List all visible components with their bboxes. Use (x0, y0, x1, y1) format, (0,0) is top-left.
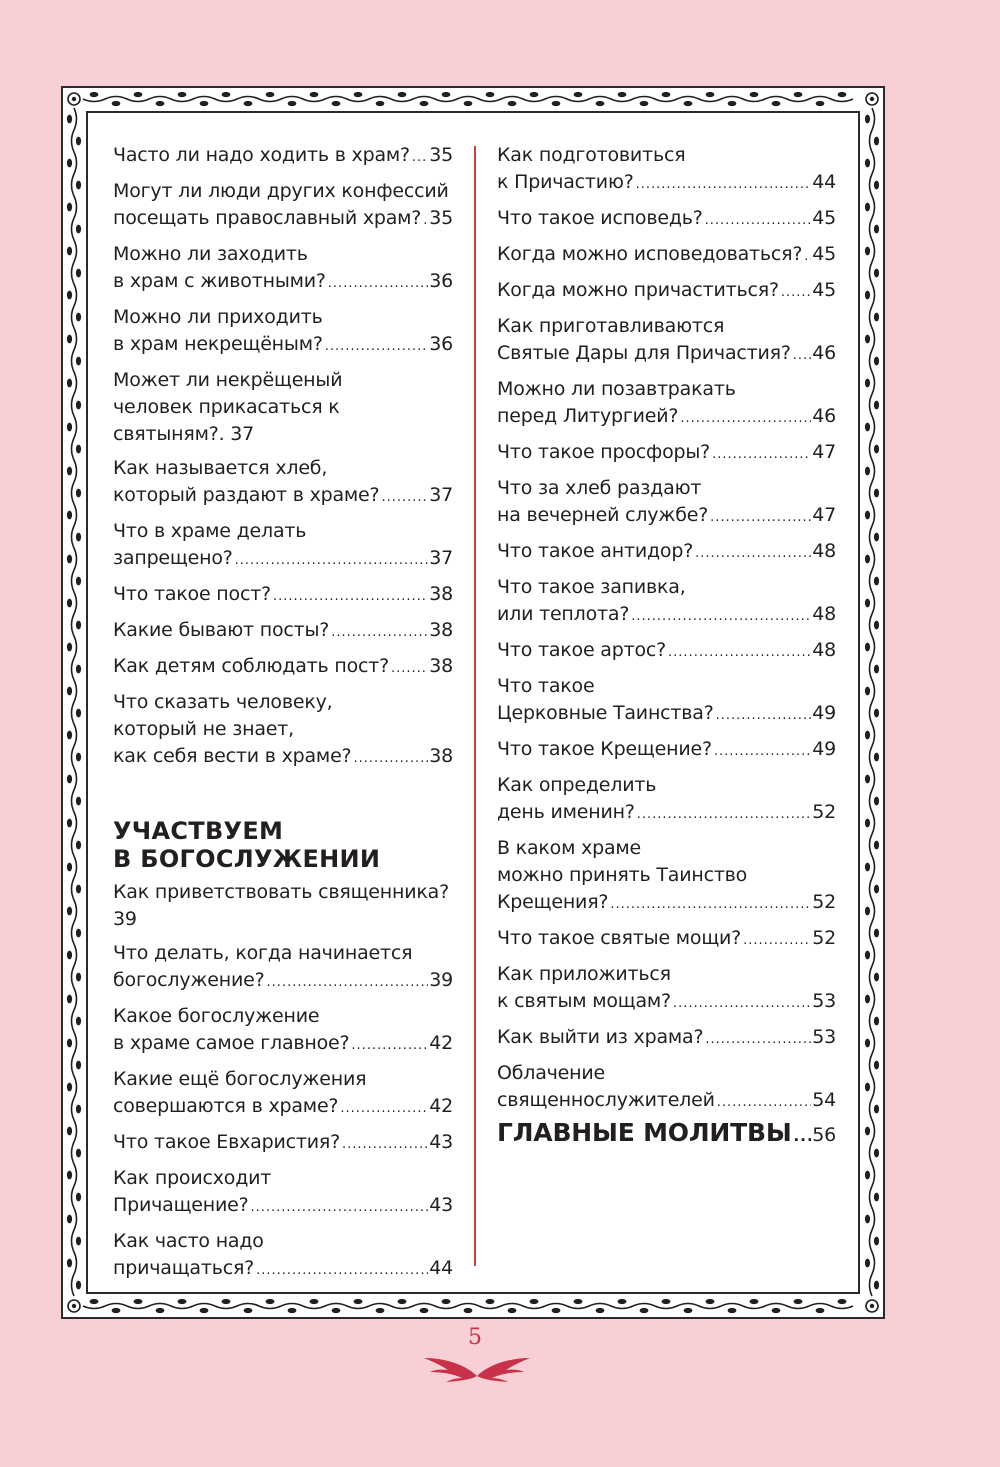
toc-entry-text: ГЛАВНЫЕ МОЛИТВЫ (497, 1118, 792, 1147)
toc-entry-text: Как происходит (113, 1167, 272, 1189)
dot-leader (712, 441, 811, 468)
toc-entry-text: Что делать, когда начинается (113, 942, 413, 964)
toc-entry-text: Можно ли заходить (113, 243, 308, 265)
toc-entry-text: Что такое святые мощи? (497, 927, 742, 949)
dot-leader (256, 1257, 428, 1284)
toc-entry[interactable] (113, 653, 453, 682)
dot-leader (340, 1095, 428, 1122)
toc-entry[interactable] (113, 455, 453, 511)
toc-entry-text: священнослужителей (497, 1089, 715, 1111)
toc-entry[interactable] (113, 241, 453, 297)
toc-entry-text: Как определить (497, 774, 657, 796)
toc-entry[interactable] (113, 178, 453, 234)
dot-leader (353, 745, 428, 772)
toc-entry[interactable] (113, 1129, 453, 1158)
toc-entry-text: Может ли некрёщеный (113, 369, 343, 391)
toc-entry[interactable] (497, 925, 836, 954)
toc-entry-text: Какие ещё богослужения (113, 1068, 367, 1090)
toc-entry[interactable] (497, 277, 836, 306)
toc-page-number: 53 (812, 1026, 836, 1048)
toc-entry-text: Какое богослужение (113, 1005, 320, 1027)
dot-leader (381, 484, 428, 511)
toc-entry[interactable] (497, 142, 836, 198)
toc-page-number: 48 (812, 540, 836, 562)
dot-leader (235, 547, 429, 574)
toc-page-number: 52 (812, 801, 836, 823)
toc-page-number: 37 (429, 484, 453, 506)
toc-entry[interactable] (113, 367, 453, 448)
toc-entry[interactable] (113, 689, 453, 772)
toc-page-number: 37 (429, 547, 453, 569)
dot-leader (804, 243, 811, 270)
toc-page-number: 46 (812, 405, 836, 427)
toc-entry-text: Что в храме делать (113, 520, 307, 542)
toc-page-number: 42 (429, 1032, 453, 1054)
toc-entry-text: Как приготавливаются (497, 315, 725, 337)
dot-leader (716, 702, 812, 729)
toc-entry-text: Часто ли надо ходить в храм? (113, 144, 410, 166)
toc-left-column (113, 142, 453, 1291)
dot-leader (412, 144, 428, 171)
toc-entry-text: Церковные Таинства? (497, 702, 714, 724)
toc-entry-text: Какие бывают посты? (113, 619, 330, 641)
dot-leader (668, 639, 811, 666)
dot-leader (705, 1026, 811, 1053)
section-title-line-2: В БОГОСЛУЖЕНИИ (113, 845, 381, 873)
toc-entry-main-prayers[interactable] (497, 1119, 836, 1150)
toc-entry-text: который раздают в храме? (113, 484, 380, 506)
toc-entry-text: Как подготовиться (497, 144, 686, 166)
toc-entry[interactable] (113, 581, 453, 610)
toc-page-number: 38 (429, 619, 453, 641)
toc-entry-text: Когда можно причаститься? (497, 279, 779, 301)
toc-page-number: 48 (812, 603, 836, 625)
toc-page-number: 52 (812, 927, 836, 949)
toc-entry-text: к Причастию? (497, 171, 634, 193)
toc-entry[interactable] (497, 205, 836, 234)
toc-entry-text: на вечерней службе? (497, 504, 709, 526)
toc-page-number: 42 (429, 1095, 453, 1117)
toc-entry-text: человек прикасаться к святыням?. 37 (113, 396, 340, 445)
toc-entry[interactable] (497, 241, 836, 270)
toc-entry[interactable] (113, 1228, 453, 1284)
toc-page-number: 48 (812, 639, 836, 661)
toc-entry-text: посещать православный храм? (113, 207, 422, 229)
toc-entry-text: Как приветствовать священника? 39 (113, 881, 449, 930)
toc-page-number: 53 (812, 990, 836, 1012)
toc-entry-text: Причащение? (113, 1194, 249, 1216)
toc-entry-text: день именин? (497, 801, 635, 823)
toc-entry-text: совершаются в храме? (113, 1095, 339, 1117)
dot-leader (680, 405, 811, 432)
toc-page-number: 44 (812, 171, 836, 193)
dot-leader (351, 1032, 428, 1059)
toc-entry-text: Что такое запивка, (497, 576, 686, 598)
toc-entry-text: Когда можно исповедоваться? (497, 243, 803, 265)
toc-page-number: 39 (429, 969, 453, 991)
toc-page-number: 38 (429, 745, 453, 767)
dot-leader (781, 279, 811, 306)
page-number: 5 (468, 1325, 482, 1350)
toc-entry-text: причащаться? (113, 1257, 255, 1279)
toc-entry[interactable] (113, 1066, 453, 1122)
dot-leader (267, 969, 429, 996)
toc-entry[interactable] (113, 1165, 453, 1221)
toc-entry[interactable] (113, 940, 453, 996)
toc-entry[interactable] (497, 772, 836, 828)
toc-right-column (497, 142, 836, 1157)
toc-entry-text: Можно ли позавтракать (497, 378, 736, 400)
toc-entry-text: который не знает, (113, 718, 294, 740)
toc-entry-text: Что сказать человеку, (113, 691, 333, 713)
toc-entry[interactable] (497, 637, 836, 666)
dot-leader (705, 207, 812, 234)
toc-page-number: 35 (429, 144, 453, 166)
toc-entry-text: запрещено? (113, 547, 233, 569)
dot-leader (710, 504, 811, 531)
toc-page-number: 54 (812, 1089, 836, 1111)
toc-page-number: 38 (429, 583, 453, 605)
toc-section-entries (113, 879, 453, 1284)
toc-entry-text: В каком храме (497, 837, 642, 859)
dot-leader (695, 540, 811, 567)
toc-entry[interactable] (497, 538, 836, 567)
dot-leader (743, 927, 811, 954)
toc-entry-text: Что такое просфоры? (497, 441, 711, 463)
toc-entry[interactable] (113, 1003, 453, 1059)
dot-leader (637, 801, 811, 828)
dot-leader (273, 583, 428, 610)
toc-entry[interactable] (113, 304, 453, 360)
toc-entry-text: Что такое (497, 675, 595, 697)
toc-entry-text: Как называется хлеб, (113, 457, 328, 479)
toc-entry[interactable] (497, 736, 836, 765)
dot-leader (423, 207, 428, 234)
dot-leader (342, 1131, 428, 1158)
toc-page-number: 56 (812, 1124, 836, 1146)
toc-entry[interactable] (497, 961, 836, 1017)
toc-entry-text: Как часто надо (113, 1230, 264, 1252)
toc-page-number: 45 (812, 207, 836, 229)
toc-entry[interactable] (497, 574, 836, 630)
toc-entry[interactable] (497, 835, 836, 918)
toc-page-number: 36 (429, 333, 453, 355)
toc-entry[interactable] (497, 376, 836, 432)
toc-entry[interactable] (113, 617, 453, 646)
toc-entry-text: в храме самое главное? (113, 1032, 350, 1054)
toc-entry-text: Что такое Евхаристия? (113, 1131, 340, 1153)
dot-leader (793, 342, 811, 369)
toc-entry-text: Что такое пост? (113, 583, 271, 605)
toc-page-number: 43 (429, 1194, 453, 1216)
toc-entry-text: как себя вести в храме? (113, 745, 352, 767)
column-divider (474, 146, 476, 1266)
toc-entry-text: Облачение (497, 1062, 606, 1084)
toc-entry-text: Крещения? (497, 891, 609, 913)
toc-entry-text: Что такое Крещение? (497, 738, 712, 760)
toc-entry-text: Святые Дары для Причастия? (497, 342, 791, 364)
toc-entry-text: можно принять Таинство (497, 864, 748, 886)
angel-wings-icon (422, 1346, 532, 1382)
toc-entry-text: Могут ли люди других конфессий (113, 180, 449, 202)
toc-entry-text: богослужение? (113, 969, 265, 991)
toc-page-number: 52 (812, 891, 836, 913)
toc-entry-text: Что такое артос? (497, 639, 667, 661)
dot-leader (251, 1194, 429, 1221)
toc-page-number: 36 (429, 270, 453, 292)
toc-page-number: 43 (429, 1131, 453, 1153)
toc-entry-text: Что за хлеб раздают (497, 477, 702, 499)
dot-leader (331, 619, 428, 646)
toc-page-number: 49 (812, 702, 836, 724)
toc-right-entries (497, 142, 836, 1116)
toc-page-number: 44 (429, 1257, 453, 1279)
toc-entry[interactable] (497, 1024, 836, 1053)
dot-leader (391, 655, 428, 682)
dot-leader (631, 603, 811, 630)
toc-entry[interactable] (497, 673, 836, 729)
toc-page-number: 35 (429, 207, 453, 229)
toc-entry[interactable] (113, 518, 453, 574)
toc-entry-text: Что такое антидор? (497, 540, 694, 562)
toc-entry-text: Что такое исповедь? (497, 207, 703, 229)
toc-entry-text: Как выйти из храма? (497, 1026, 704, 1048)
toc-entry-text: Можно ли приходить (113, 306, 323, 328)
toc-entry-text: в храм некрещёным? (113, 333, 323, 355)
toc-page-number: 45 (812, 243, 836, 265)
toc-entry-text: перед Литургией? (497, 405, 679, 427)
dot-leader (794, 1123, 812, 1150)
dot-leader (610, 891, 811, 918)
toc-page-number: 47 (812, 504, 836, 526)
toc-page-number: 46 (812, 342, 836, 364)
toc-entry[interactable] (497, 439, 836, 468)
toc-left-entries (113, 142, 453, 772)
dot-leader (636, 171, 812, 198)
toc-entry-text: к святым мощам? (497, 990, 671, 1012)
toc-entry-text: Как приложиться (497, 963, 671, 985)
dot-leader (673, 990, 811, 1017)
toc-page-number: 45 (812, 279, 836, 301)
toc-page-number: 49 (812, 738, 836, 760)
toc-entry-text: или теплота? (497, 603, 630, 625)
dot-leader (328, 270, 428, 297)
toc-entry[interactable] (497, 475, 836, 531)
section-title (113, 817, 453, 873)
toc-entry[interactable] (113, 142, 453, 171)
toc-page-number: 38 (429, 655, 453, 677)
toc-entry[interactable] (113, 879, 453, 933)
toc-entry[interactable] (497, 313, 836, 369)
toc-entry[interactable] (497, 1060, 836, 1116)
toc-entry-text: в храм с животными? (113, 270, 326, 292)
dot-leader (714, 738, 811, 765)
section-title-line-1: УЧАСТВУЕМ (113, 817, 284, 845)
dot-leader (325, 333, 428, 360)
dot-leader (717, 1089, 811, 1116)
toc-entry-text: Как детям соблюдать пост? (113, 655, 390, 677)
toc-page-number: 47 (812, 441, 836, 463)
